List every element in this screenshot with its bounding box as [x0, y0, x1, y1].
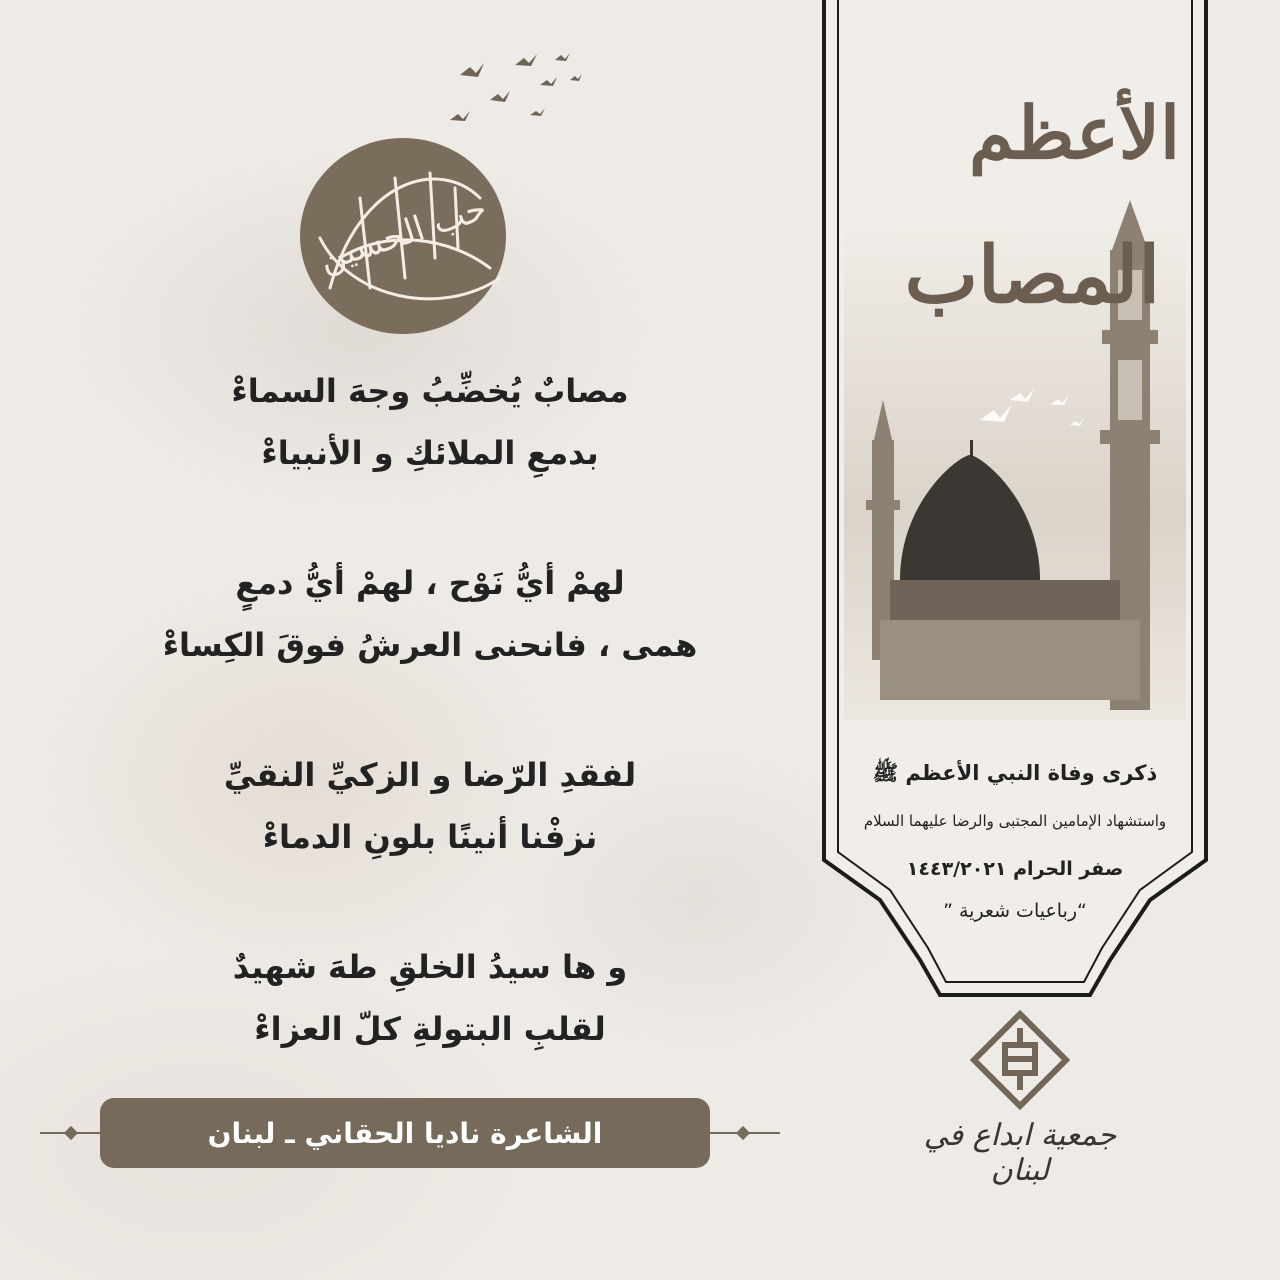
stanza	[160, 360, 700, 484]
poem-line: مصابٌ يُخضِّبُ وجهَ السماءْ	[231, 372, 629, 410]
poet-name: الشاعرة ناديا الحقاني ـ لبنان	[207, 1116, 603, 1150]
title-word-musab: المصاب	[904, 230, 1160, 321]
organization-name: جمعية ابداع في لبنان	[923, 1118, 1117, 1188]
medallion-calligraphy: حب الحسين	[314, 188, 492, 280]
banner-line-2: واستشهاد الإمامين المجتبى والرضا عليهما السلام	[863, 812, 1167, 830]
banner-line-4: “رباعيات شعرية ”	[943, 900, 1087, 922]
banner-calligraphy-title	[860, 60, 1190, 360]
poem-line: لفقدِ الرّضا و الزكيِّ النقيِّ	[223, 756, 637, 794]
title-word-aazam: الأعظم	[968, 90, 1180, 175]
poem-line: همى ، فانحنى العرشُ فوقَ الكِساءْ	[162, 626, 698, 664]
poem	[160, 360, 700, 1128]
stanza	[160, 936, 700, 1060]
banner-line-3: صفر الحرام ١٤٤٣/٢٠٢١	[906, 858, 1124, 880]
stanza	[160, 552, 700, 676]
banner-line-1: ذكرى وفاة النبي الأعظم ﷺ	[872, 761, 1158, 785]
poet-label-bar	[100, 1098, 710, 1168]
kufic-logo-icon	[970, 1010, 1070, 1110]
poem-line: نزفْنا أنينًا بلونِ الدماءْ	[262, 818, 598, 856]
calligraphy-medallion	[300, 138, 506, 334]
poem-line: و ها سيدُ الخلقِ طهَ شهيدٌ	[232, 948, 628, 986]
poem-line: لقلبِ البتولةِ كلّ العزاءْ	[254, 1010, 606, 1048]
poem-line: لهمْ أيُّ نَوْح ، لهمْ أيُّ دمعٍ	[235, 564, 625, 602]
poem-line: بدمعِ الملائكِ و الأنبياءْ	[261, 434, 599, 472]
title-banner	[820, 0, 1210, 1000]
stanza	[160, 744, 700, 868]
